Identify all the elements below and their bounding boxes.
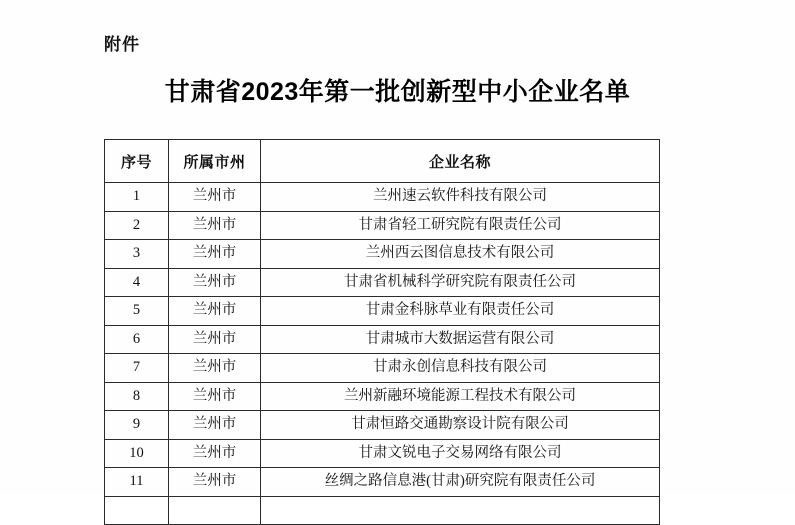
column-header-name: 企业名称 [261, 140, 660, 183]
cell-company-name: 甘肃文锐电子交易网络有限公司 [261, 439, 660, 468]
cell-index: 8 [105, 382, 169, 411]
table-row [105, 268, 660, 297]
table-row-clipped [105, 496, 660, 525]
cell-index: 2 [105, 211, 169, 240]
cell-city: 兰州市 [169, 411, 261, 440]
cell-city [169, 496, 261, 525]
table-row [105, 240, 660, 269]
cell-company-name: 甘肃城市大数据运营有限公司 [261, 325, 660, 354]
table-row [105, 411, 660, 440]
column-header-city: 所属市州 [169, 140, 261, 183]
cell-city: 兰州市 [169, 382, 261, 411]
cell-company-name: 兰州西云图信息技术有限公司 [261, 240, 660, 269]
table-row [105, 468, 660, 497]
table-row [105, 211, 660, 240]
cell-city: 兰州市 [169, 211, 261, 240]
table-body [105, 183, 660, 525]
cell-city: 兰州市 [169, 240, 261, 269]
cell-index: 4 [105, 268, 169, 297]
column-header-index: 序号 [105, 140, 169, 183]
page-title: 甘肃省2023年第一批创新型中小企业名单 [164, 78, 631, 106]
cell-company-name: 兰州速云软件科技有限公司 [261, 183, 660, 212]
company-list-table-wrapper [104, 139, 659, 525]
cell-company-name: 甘肃恒路交通勘察设计院有限公司 [261, 411, 660, 440]
cell-city: 兰州市 [169, 468, 261, 497]
cell-city: 兰州市 [169, 297, 261, 326]
cell-company-name: 甘肃永创信息科技有限公司 [261, 354, 660, 383]
cell-index [105, 496, 169, 525]
cell-index: 7 [105, 354, 169, 383]
cell-company-name: 兰州新融环境能源工程技术有限公司 [261, 382, 660, 411]
cell-city: 兰州市 [169, 268, 261, 297]
cell-company-name: 甘肃省机械科学研究院有限责任公司 [261, 268, 660, 297]
table-row [105, 325, 660, 354]
table-row [105, 354, 660, 383]
cell-company-name [261, 496, 660, 525]
attachment-label: 附件 [104, 35, 140, 54]
cell-index: 10 [105, 439, 169, 468]
cell-company-name: 甘肃金科脉草业有限责任公司 [261, 297, 660, 326]
table-row [105, 382, 660, 411]
cell-company-name: 丝绸之路信息港(甘肃)研究院有限责任公司 [261, 468, 660, 497]
table-row [105, 439, 660, 468]
table-row [105, 297, 660, 326]
cell-index: 11 [105, 468, 169, 497]
cell-company-name: 甘肃省轻工研究院有限责任公司 [261, 211, 660, 240]
company-list-table [104, 139, 660, 525]
table-header-row [105, 140, 660, 183]
cell-index: 9 [105, 411, 169, 440]
cell-city: 兰州市 [169, 183, 261, 212]
cell-index: 5 [105, 297, 169, 326]
cell-city: 兰州市 [169, 439, 261, 468]
table-row [105, 183, 660, 212]
cell-index: 3 [105, 240, 169, 269]
cell-city: 兰州市 [169, 325, 261, 354]
cell-city: 兰州市 [169, 354, 261, 383]
cell-index: 1 [105, 183, 169, 212]
cell-index: 6 [105, 325, 169, 354]
